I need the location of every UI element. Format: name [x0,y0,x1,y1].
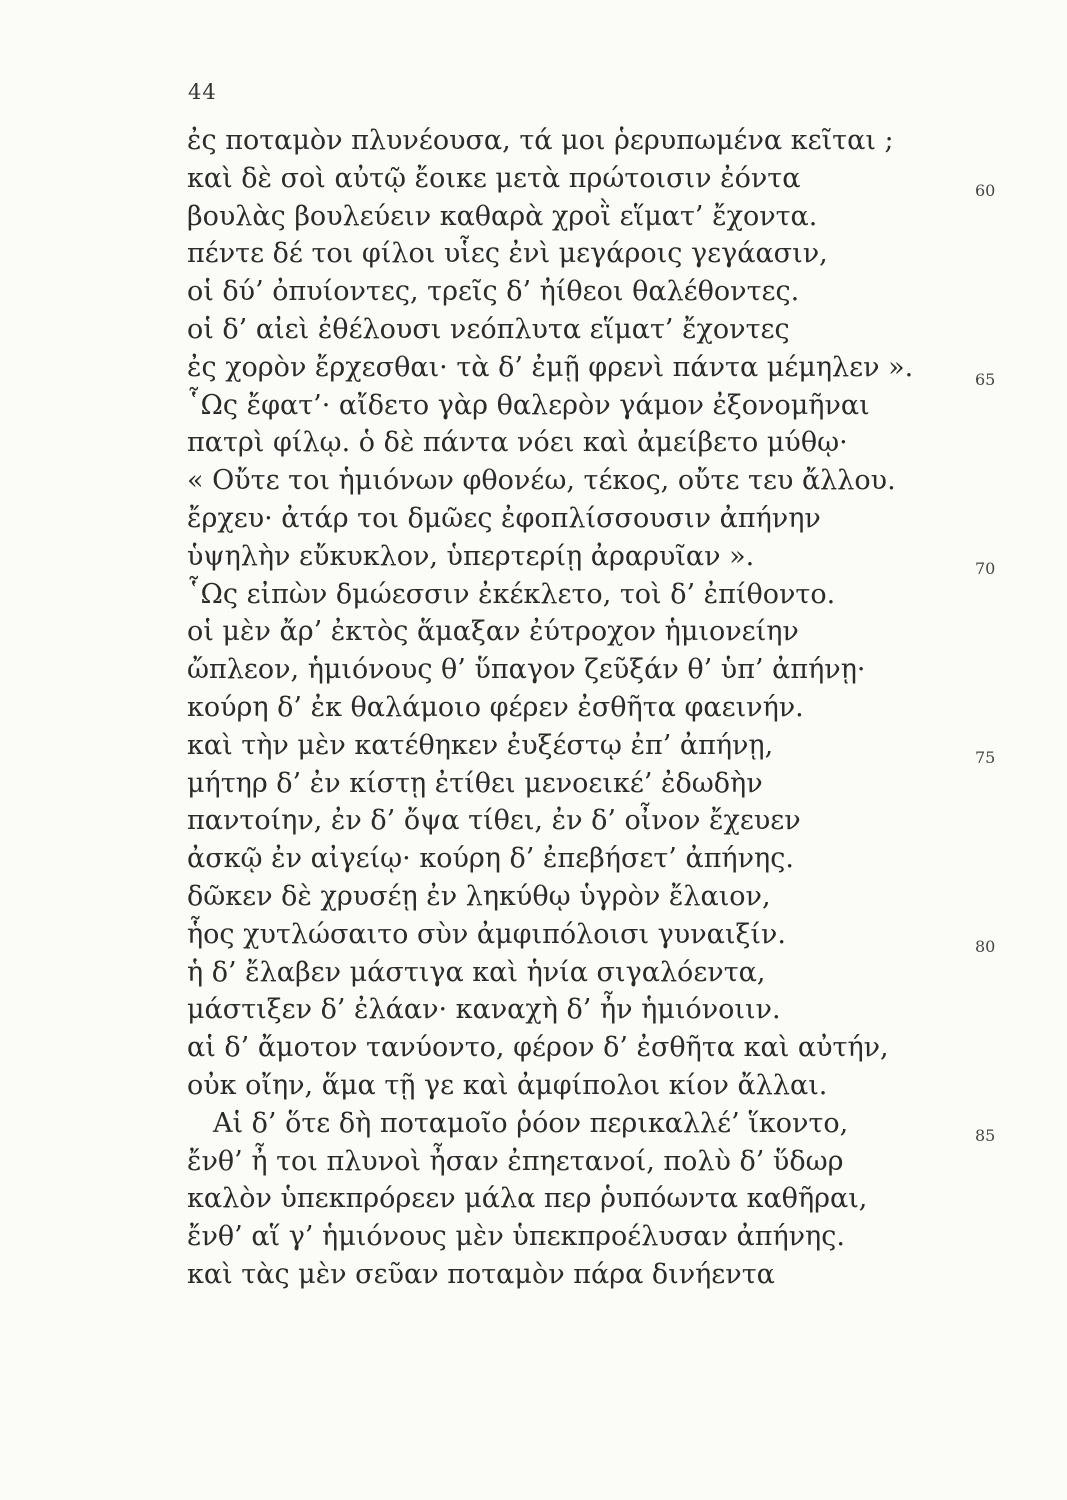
verse-line: πατρὶ φίλῳ. ὁ δὲ πάντα νόει καὶ ἀμείβετο μύθῳ· [187,427,848,459]
verse-line: καλὸν ὑπεκπρόρεεν μάλα περ ῥυπόωντα καθῆραι, [187,1183,868,1215]
verse-line: καὶ δὲ σοὶ αὐτῷ ἔοικε μετὰ πρώτοισιν ἐόντα [187,162,801,194]
verse-line: κούρη δ’ ἐκ θαλάμοιο φέρεν ἐσθῆτα φαεινήν. [187,692,804,723]
verse-line: ἧος χυτλώσαιτο σὺν ἀμφιπόλοισι γυναιξίν. [187,918,786,950]
verse-line: ὑψηλὴν εὔκυκλον, ὑπερτερίῃ ἀραρυῖαν ». [187,540,755,572]
verse-line: ἔρχευ· ἀτάρ τοι δμῶες ἐφοπλίσσουσιν ἀπήνην [187,503,821,534]
verse-line: ἔνθ’ αἵ γ’ ἡμιόνους μὲν ὑπεκπροέλυσαν ἀπήνης. [187,1221,845,1253]
line-number: 80 [975,936,996,956]
line-number: 85 [975,1125,996,1145]
line-number: 70 [975,558,996,578]
verse-line: ῟Ως εἰπὼν δμώεσσιν ἐκέκλετο, τοὶ δ’ ἐπίθοντο. [187,578,836,610]
verse-line: καὶ τὰς μὲν σεῦαν ποταμὸν πάρα δινήεντα [187,1259,775,1290]
verse-line: ἐς ποταμὸν πλυνέουσα, τά μοι ῥερυπωμένα κεῖται ; [187,125,894,156]
verse-line: οἱ μὲν ἄρ’ ἐκτὸς ἅμαξαν ἐύτροχον ἡμιονείην [187,616,799,648]
verse-line: ῟Ως ἔφατ’· αἴδετο γὰρ θαλερὸν γάμον ἐξονομῆναι [187,389,870,421]
verse-line: οὐκ οἴην, ἅμα τῇ γε καὶ ἀμφίπολοι κίον ἄλλαι. [187,1070,828,1101]
verse-line: αἱ δ’ ἄμοτον τανύοντο, φέρον δ’ ἐσθῆτα καὶ αὐτήν, [187,1032,889,1064]
verse-line: ὤπλεον, ἡμιόνους θ’ ὕπαγον ζεῦξάν θ’ ὑπ’ ἀπήνῃ· [187,654,866,686]
verse-line: ἔνθ’ ἦ τοι πλυνοὶ ἦσαν ἐπηετανοί, πολὺ δ’ ὕδωρ [187,1145,844,1177]
line-number: 65 [975,369,996,389]
verse-line: πέντε δέ τοι φίλοι υἷες ἐνὶ μεγάροις γεγάασιν, [187,238,828,270]
line-number: 60 [975,180,996,200]
verse-line: μάστιξεν δ’ ἐλάαν· καναχὴ δ’ ἦν ἡμιόνοιιν. [187,994,781,1026]
verse-line: οἱ δύ’ ὀπυίοντες, τρεῖς δ’ ἠίθεοι θαλέθοντες. [187,276,800,308]
verse-line: ἐς χορὸν ἔρχεσθαι· τὰ δ’ ἐμῇ φρενὶ πάντα μέμηλεν ». [187,351,914,383]
verse-line: ἡ δ’ ἔλαβεν μάστιγα καὶ ἡνία σιγαλόεντα, [187,956,766,988]
verse-line: καὶ τὴν μὲν κατέθηκεν ἐυξέστῳ ἐπ’ ἀπήνῃ, [187,729,774,761]
verse-line: ἀσκῷ ἐν αἰγείῳ· κούρη δ’ ἐπεβήσετ’ ἀπήνης. [187,843,794,875]
verse-line: μήτηρ δ’ ἐν κίστῃ ἐτίθει μενοεικέ’ ἐδωδὴν [187,767,763,799]
verse-line: βουλὰς βουλεύειν καθαρὰ χροῒ εἵματ’ ἔχοντα. [187,200,818,232]
verse-line: Αἱ δ’ ὅτε δὴ ποταμοῖο ῥόον περικαλλέ’ ἵκοντο, [213,1107,849,1139]
verse-line: παντοίην, ἐν δ’ ὄψα τίθει, ἐν δ’ οἶνον ἔχευεν [187,805,801,837]
verse-line: « Οὔτε τοι ἡμιόνων φθονέω, τέκος, οὔτε τευ ἄλλου. [187,465,896,497]
line-number: 75 [975,747,996,767]
verse-line: δῶκεν δὲ χρυσέῃ ἐν ληκύθῳ ὑγρὸν ἔλαιον, [187,881,771,912]
page-number: 44 [188,80,217,104]
verse-line: οἱ δ’ αἰεὶ ἐθέλουσι νεόπλυτα εἵματ’ ἔχοντες [187,314,790,345]
